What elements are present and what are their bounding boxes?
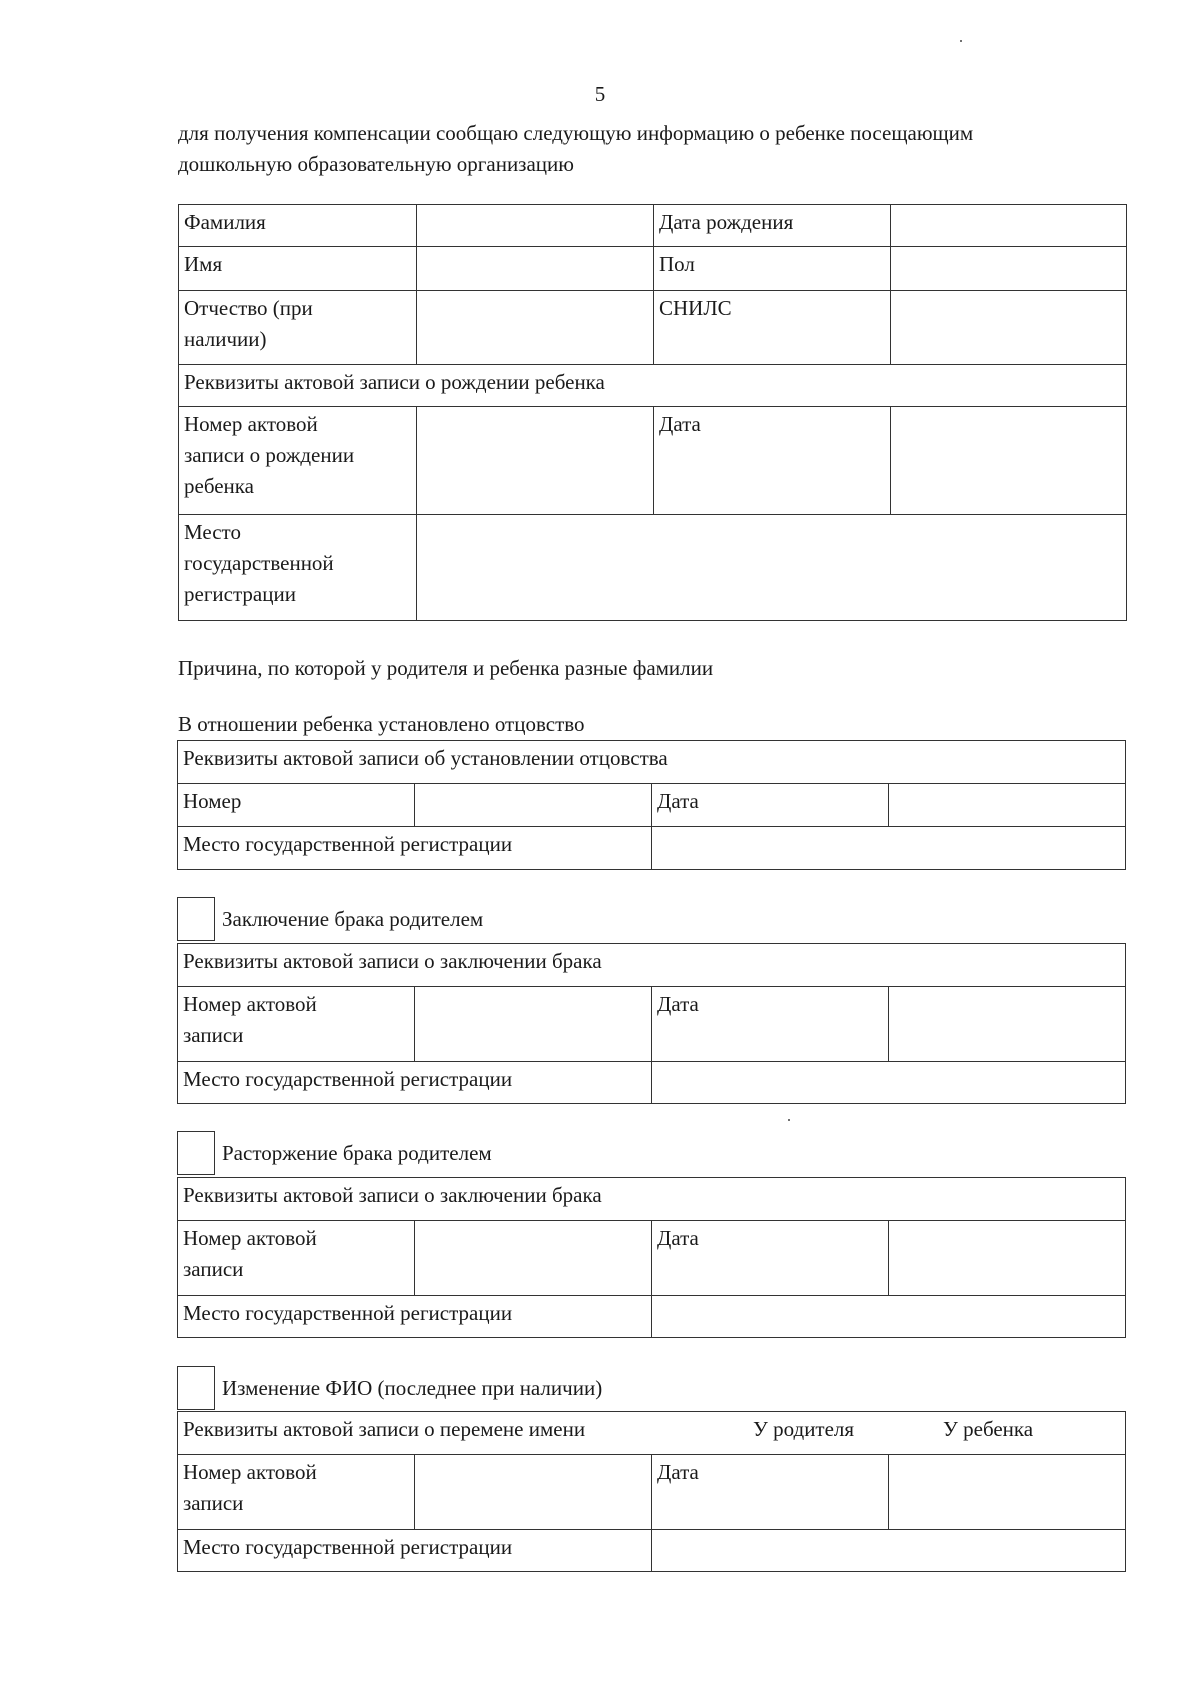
name-change-place-field[interactable] [652, 1530, 1126, 1572]
birth-place-field[interactable] [417, 515, 1127, 621]
birth-place-label [179, 515, 417, 621]
scan-speck [788, 1119, 790, 1121]
marriage-number-label [178, 987, 415, 1062]
marriage-date-label: Дата [652, 987, 889, 1062]
name-change-header: Реквизиты актовой записи о перемене имени [183, 1417, 586, 1441]
divorce-number-label-line-1: Номер актовой [183, 1226, 317, 1250]
marriage-title: Заключение брака родителем [222, 907, 484, 931]
name-change-date-field[interactable] [889, 1455, 1126, 1530]
patronymic-label [179, 291, 417, 365]
divorce-number-label-line-2: записи [183, 1257, 244, 1281]
name-change-date-label: Дата [652, 1455, 889, 1530]
paternity-number-field[interactable] [415, 784, 652, 827]
page-number: 5 [594, 82, 606, 106]
marriage-date-field[interactable] [889, 987, 1126, 1062]
birthdate-field[interactable] [891, 205, 1127, 247]
sex-field[interactable] [891, 247, 1127, 291]
intro-line-2: дошкольную образовательную организацию [178, 152, 574, 176]
name-change-child-option[interactable]: У ребенка [943, 1417, 1034, 1441]
divorce-checkbox[interactable] [177, 1131, 215, 1175]
paternity-place-field[interactable] [652, 827, 1126, 870]
paternity-date-field[interactable] [889, 784, 1126, 827]
marriage-header: Реквизиты актовой записи о заключении брака [178, 944, 1126, 987]
marriage-number-label-line-1: Номер актовой [183, 992, 317, 1016]
birth-record-date-label: Дата [654, 407, 891, 515]
name-label: Имя [179, 247, 417, 291]
birth-place-label-line-1: Место [184, 520, 241, 544]
name-change-table [177, 1411, 1126, 1572]
marriage-number-label-line-2: записи [183, 1023, 244, 1047]
birth-record-number-label-line-1: Номер актовой [184, 412, 318, 436]
marriage-checkbox[interactable] [177, 897, 215, 941]
divorce-number-label [178, 1221, 415, 1296]
birth-record-number-field[interactable] [417, 407, 654, 515]
sex-label: Пол [654, 247, 891, 291]
name-change-title: Изменение ФИО (последнее при наличии) [222, 1376, 603, 1400]
marriage-place-label: Место государственной регистрации [178, 1062, 652, 1104]
patronymic-label-line-1: Отчество (при [184, 296, 313, 320]
surname-field[interactable] [417, 205, 654, 247]
scan-speck [960, 40, 962, 42]
name-change-number-label-line-2: записи [183, 1491, 244, 1515]
paternity-date-label: Дата [652, 784, 889, 827]
reason-text: Причина, по которой у родителя и ребенка разные фамилии [178, 656, 714, 680]
marriage-number-field[interactable] [415, 987, 652, 1062]
name-change-place-label: Место государственной регистрации [178, 1530, 652, 1572]
birth-place-label-line-3: регистрации [184, 582, 296, 606]
name-field[interactable] [417, 247, 654, 291]
name-change-checkbox[interactable] [177, 1366, 215, 1410]
marriage-table [177, 943, 1126, 1104]
divorce-place-field[interactable] [652, 1296, 1126, 1338]
paternity-place-label: Место государственной регистрации [178, 827, 652, 870]
paternity-number-label: Номер [178, 784, 415, 827]
divorce-date-field[interactable] [889, 1221, 1126, 1296]
divorce-title: Расторжение брака родителем [222, 1141, 492, 1165]
birth-record-number-label-line-3: ребенка [184, 474, 254, 498]
name-change-number-label-line-1: Номер актовой [183, 1460, 317, 1484]
intro-line-1: для получения компенсации сообщаю следующую информацию о ребенке посещающим [178, 121, 974, 145]
marriage-place-field[interactable] [652, 1062, 1126, 1104]
birth-record-date-field[interactable] [891, 407, 1127, 515]
divorce-table [177, 1177, 1126, 1338]
surname-label: Фамилия [179, 205, 417, 247]
paternity-title: В отношении ребенка установлено отцовство [178, 712, 585, 736]
patronymic-label-line-2: наличии) [184, 327, 267, 351]
paternity-header: Реквизиты актовой записи об установлении отцовства [178, 741, 1126, 784]
snils-field[interactable] [891, 291, 1127, 365]
birth-record-header: Реквизиты актовой записи о рождении ребенка [179, 365, 1127, 407]
divorce-number-field[interactable] [415, 1221, 652, 1296]
name-change-number-field[interactable] [415, 1455, 652, 1530]
name-change-parent-option[interactable]: У родителя [753, 1417, 855, 1441]
name-change-number-label [178, 1455, 415, 1530]
divorce-header: Реквизиты актовой записи о заключении брака [178, 1178, 1126, 1221]
name-change-header-row [178, 1412, 1126, 1455]
birth-place-label-line-2: государственной [184, 551, 334, 575]
patronymic-field[interactable] [417, 291, 654, 365]
divorce-place-label: Место государственной регистрации [178, 1296, 652, 1338]
birth-record-number-label-line-2: записи о рождении [184, 443, 355, 467]
divorce-date-label: Дата [652, 1221, 889, 1296]
child-info-table [178, 204, 1127, 621]
snils-label: СНИЛС [654, 291, 891, 365]
paternity-table [177, 740, 1126, 870]
birth-record-number-label [179, 407, 417, 515]
birthdate-label: Дата рождения [654, 205, 891, 247]
intro-paragraph [178, 118, 1138, 180]
